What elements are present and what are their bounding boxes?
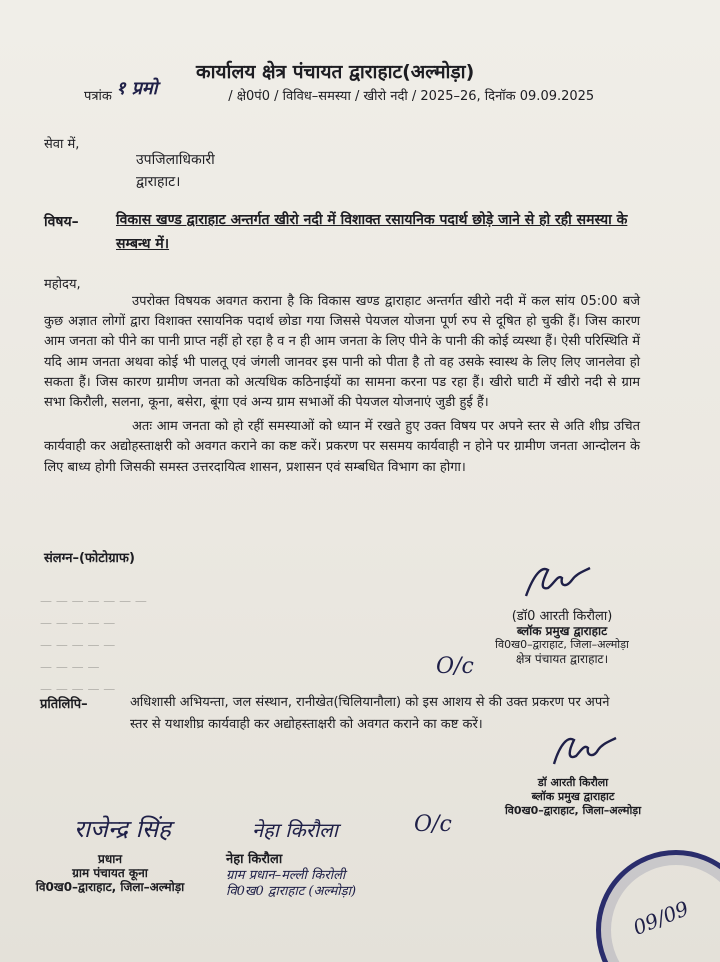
body-paragraph-1: उपरोक्त विषयक अवगत कराना है कि विकास खण्ड द्वाराहाट अन्तर्गत खीरो नदी में कल सांय 05:00 बजे कुछ अज्ञात लोगों द्वारा विशाक्त रसायनिक पदार्थ छोडा गया जिससे पेयजल योजना पूर्ण रुप से दूषित हो चुकी हैं। जिस कारण आम जनता को पीने का पानी प्राप्त नहीं हो रहा है व न ही आम जनता के लिए पीने के पानी की कोई व्यस्था हैं। ऐसी परिस्थिति में यदि आम जनता अथवा कोई भी पालतू एवं जंगली जानवर इस पानी को पीता है तो वह उसके स्वास्थ के लिए लिए जानलेवा हो सकता हैं। जिस कारण ग्रामीण जनता को अत्यधिक कठिनाईयों का सामना करना पड रहा हैं। खीरो घाटी में खीरो नदी से ग्राम सभा किरौली, सलना, कूना, बसेरा, बूंगा एवं अन्य ग्राम सभाओं की पेयजल योजनाएं जुडी हुई हैं।	[44, 294, 640, 411]
pradhan-kiroli-title: ग्राम प्रधान–मल्ली किरोली	[226, 868, 346, 883]
second-signature-mark	[548, 730, 622, 774]
signature-mark	[520, 560, 600, 606]
copy-text: अधिशासी अभियन्ता, जल संस्थान, रानीखेत(चिलियानौला) को इस आशय से की उक्त प्रकरण पर अपने स्तर से यथाशीघ्र कार्यवाही कर अद्योहस्ताक्षरी को अवगत कराने का कष्ट करें।	[130, 695, 610, 732]
reference-line	[84, 78, 595, 106]
pradhan-kuna-block	[20, 852, 200, 894]
signatory-office: क्षेत्र पंचायत द्वाराहाट।	[515, 652, 609, 666]
pradhan-kiroli-signature: नेहा किरौला	[252, 818, 338, 842]
stamp-date: 09/09	[629, 896, 693, 940]
enclosure-note: संलग्न–(फोटोग्राफ)	[44, 551, 135, 566]
greeting: महोदय,	[44, 277, 81, 292]
ref-details: / क्षे0पं0 / विविध–समस्या / खीरो नदी / 2025–26, दिनॉक 09.09.2025	[228, 89, 595, 104]
bleed-through-text: — — — — — — — — — — — — — — — — — — — — — — — — — —	[40, 594, 147, 696]
second-signatory-area: वि0ख0–द्वाराहाट, जिला–अल्मोड़ा	[504, 804, 642, 817]
pradhan-kuna-office: ग्राम पंचायत कूना	[72, 866, 148, 880]
signatory-designation: ब्लॉक प्रमुख द्वाराहाट	[516, 624, 608, 638]
oc-mark-2: O/c	[414, 812, 452, 837]
pradhan-kiroli-name: नेहा किरौला	[226, 852, 283, 867]
subject-label: विषय–	[44, 214, 79, 230]
recipient-place: द्वाराहाट।	[136, 174, 181, 190]
oc-mark-1: O/c	[436, 654, 474, 679]
recipient-name: उपजिलाधिकारी	[136, 152, 215, 168]
copy-label: प्रतिलिपि–	[40, 697, 88, 712]
second-signatory-designation: ब्लॉक प्रमुख द्वाराहाट	[531, 790, 615, 803]
signatory-area: वि0ख0–द्वाराहाट, जिला–अल्मोड़ा	[495, 638, 629, 651]
second-signatory-block	[488, 776, 658, 818]
salutation-to: सेवा में,	[44, 137, 80, 152]
pradhan-kiroli-area: वि0ख0 द्वाराहाट (अल्मोड़ा)	[226, 884, 357, 899]
office-title: कार्यालय क्षेत्र पंचायत द्वाराहाट(अल्मोड़ा)	[196, 61, 475, 83]
pradhan-kiroli-block	[226, 852, 416, 900]
second-signatory-name: डॉ आरती किरौला	[537, 776, 609, 789]
signatory-block	[492, 610, 632, 666]
pradhan-kuna-title: प्रधान	[98, 852, 122, 866]
signatory-name: (डॉ0 आरती किरौला)	[511, 609, 613, 624]
ref-label: पत्रांक	[84, 89, 112, 104]
letter-body	[44, 292, 640, 478]
body-paragraph-2: अतः आम जनता को हो रहीं समस्याओं को ध्यान में रखते हुए उक्त विषय पर अपने स्तर से अति शीघ्र उचित कार्यवाही कर अद्योहस्ताक्षरी को अवगत कराने का कष्ट करें। प्रकरण पर ससमय कार्यवाही न होने पर ग्रामीण जनता आन्दोलन के लिए बाध्य होगी जिसकी समस्त उत्तरदायित्व शासन, प्रशासन एवं सम्बधित विभाग का होगा।	[44, 419, 640, 475]
pradhan-kuna-signature: राजेन्द्र सिंह	[74, 815, 171, 843]
ref-handwritten-number: १ प्रमो	[116, 78, 158, 99]
subject-text: विकास खण्ड द्वाराहाट अन्तर्गत खीरो नदी में विशाक्त रसायनिक पदार्थ छोड़े जाने से हो रही समस्या के सम्बन्ध में।	[116, 212, 628, 252]
pradhan-kuna-area: वि0ख0–द्वाराहाट, जिला–अल्मोड़ा	[35, 880, 185, 894]
